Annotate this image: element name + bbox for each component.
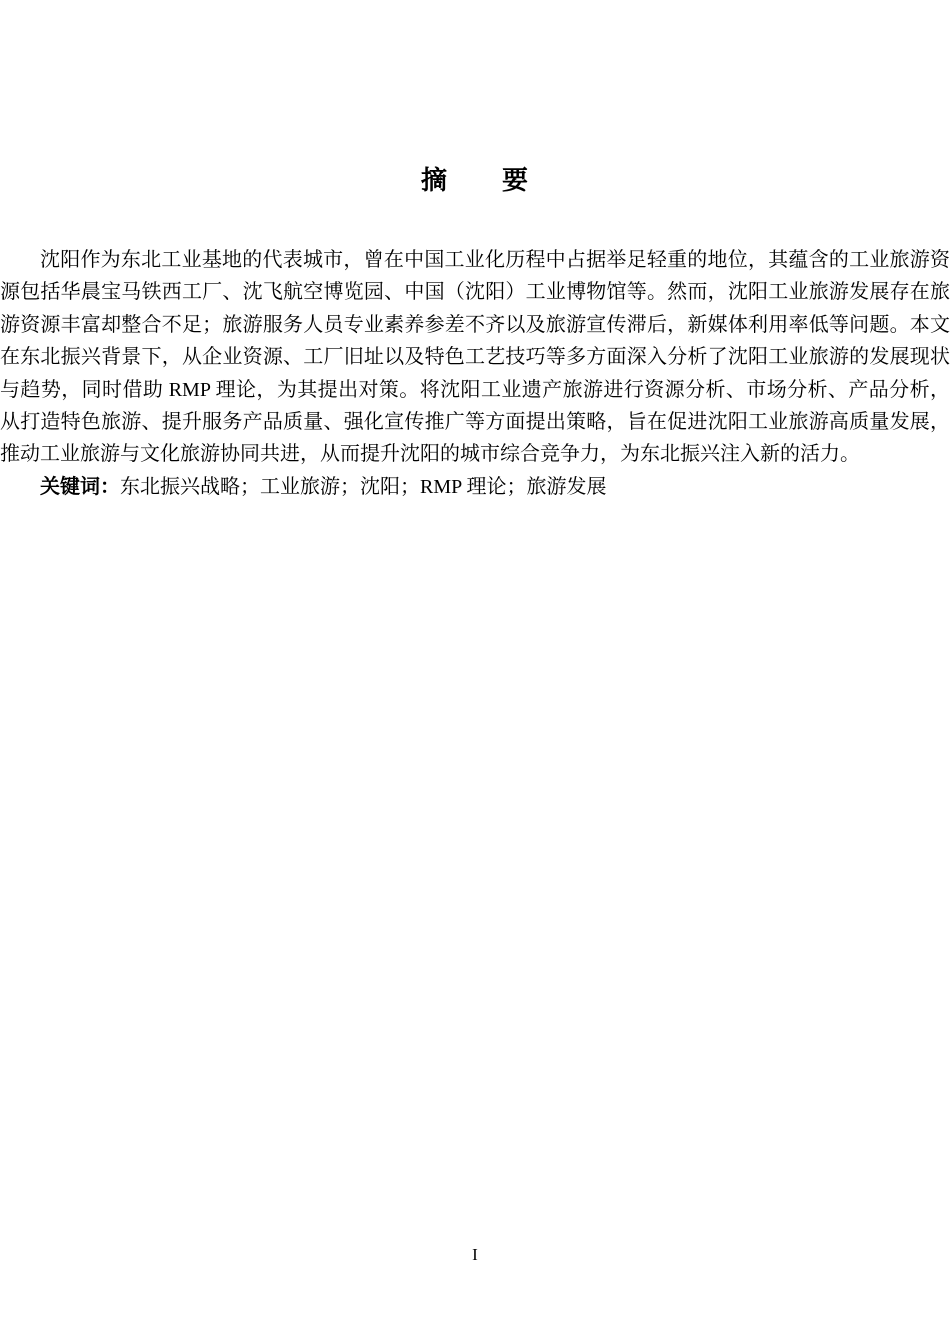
keywords-label: 关键词：	[40, 475, 120, 498]
page-title: 摘 要	[420, 166, 529, 195]
page-number: I	[472, 1245, 478, 1264]
keywords-line	[0, 471, 950, 503]
abstract-paragraph: 沈阳作为东北工业基地的代表城市，曾在中国工业化历程中占据举足轻重的地位，其蕴含的工业旅游资源包括华晨宝马铁西工厂、沈飞航空博览园、中国（沈阳）工业博物馆等。然而，沈阳工业旅游发展存在旅游资源丰富却整合不足；旅游服务人员专业素养参差不齐以及旅游宣传滞后，新媒体利用率低等问题。本文在东北振兴背景下，从企业资源、工厂旧址以及特色工艺技巧等多方面深入分析了沈阳工业旅游的发展现状与趋势，同时借助 RMP 理论，为其提出对策。将沈阳工业遗产旅游进行资源分析、市场分析、产品分析，从打造特色旅游、提升服务产品质量、强化宣传推广等方面提出策略，旨在促进沈阳工业旅游高质量发展，推动工业旅游与文化旅游协同共进，从而提升沈阳的城市综合竞争力，为东北振兴注入新的活力。	[0, 249, 950, 466]
keywords-text: 东北振兴战略；工业旅游；沈阳；RMP 理论；旅游发展	[120, 475, 607, 498]
abstract-section	[0, 244, 950, 503]
